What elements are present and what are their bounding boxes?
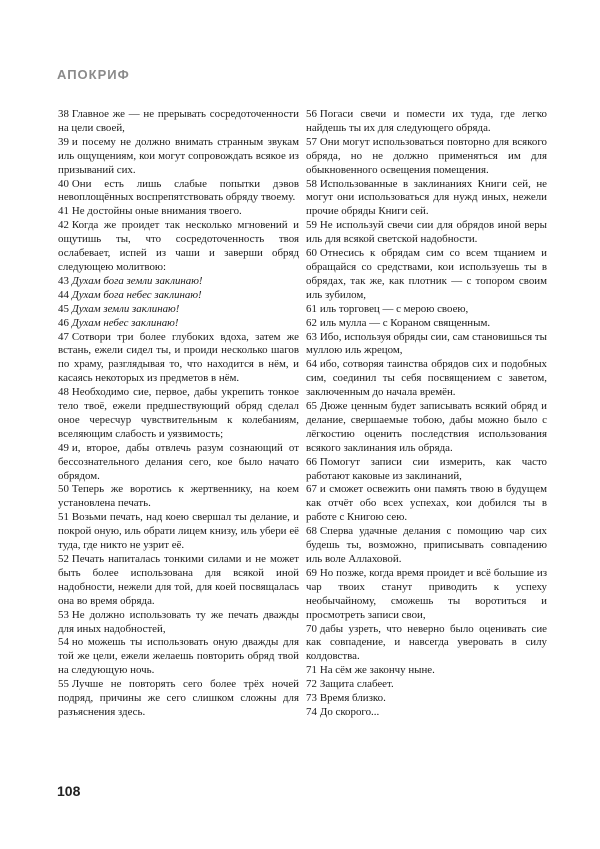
right-column: [306, 108, 547, 720]
page-number: 108: [57, 783, 81, 799]
verse: [58, 205, 299, 219]
verse: [306, 108, 547, 136]
verse-number: 43: [58, 274, 69, 287]
verse-number: 69: [306, 566, 317, 579]
verse-text: Но позже, когда время проидет и всё большие из чар твоих станут приводить к успеху необычайному, сможешь ты воротиться и просмотреть записи свои,: [306, 566, 547, 621]
verse-text: Когда же проидет так несколько мгновений и ощутишь ты, что сосредоточенность твоя ослабевает, испей из чаши и заверши обряд следующею молитвою:: [58, 219, 299, 273]
verse-text: иль торговец — с мерою своею,: [319, 302, 469, 315]
verse: [306, 303, 547, 317]
verse-text: На сём же закончу ныне.: [319, 664, 435, 677]
verse: [58, 511, 299, 553]
verse-number: 67: [306, 483, 317, 496]
verse: [306, 525, 547, 567]
verse: [306, 456, 547, 484]
verse: [58, 331, 299, 387]
verse-text: Теперь же воротись к жертвеннику, на коем установлена печать.: [58, 483, 299, 510]
verse-number: 41: [58, 205, 69, 218]
verse-text: Духам бога небес заклинаю!: [71, 288, 202, 301]
verse-number: 42: [58, 219, 69, 232]
verse-number: 50: [58, 483, 69, 496]
verse-number: 46: [58, 316, 69, 329]
verse-number: 73: [306, 692, 317, 705]
verse: [58, 289, 299, 303]
verse-text: Дюже ценным будет записывать всякий обряд и делание, свершаемые тобою, дабы можно было с лёгкостию оценить последствия использования всякого заклинания иль обряда.: [306, 400, 547, 454]
verse-text: Не используй свечи сии для обрядов иной веры иль для всякой светской надобности.: [306, 219, 547, 246]
verse-number: 54: [58, 636, 69, 649]
verse: [306, 692, 547, 706]
verse: [58, 386, 299, 442]
verse: [58, 219, 299, 275]
verse-number: 53: [58, 608, 69, 621]
verse-text: Необходимо сие, первое, дабы укрепить тонкое тело твоё, ежели предшествующий обряд сделал оное чересчур чувствительным к колебаниям, вселяющим слабость и уязвимость;: [58, 386, 299, 440]
verse-text: Возьми печать, над коею свершал ты делание, и покрой оную, иль обрати лицем книзу, иль убери её туда, где никто не узрит её.: [58, 511, 299, 552]
verse-text: иль мулла — с Кораном священным.: [319, 316, 491, 329]
verse-text: Отнесись к обрядам сим со всем тщанием и обращайся со средствами, кои используешь ты в обрядах, так же, как плотник — с топором своим иль зубилом,: [306, 247, 547, 301]
verse: [58, 442, 299, 484]
verse-number: 45: [58, 302, 69, 315]
verse-text: дабы узреть, что неверно было оценивать сие как совпадение, и навсегда уверовать в силу колдовства.: [306, 622, 547, 663]
verse: [58, 609, 299, 637]
verse-text: Они могут использоваться повторно для всякого обряда, но не должно применяться им для обыкновенного освещения помещения.: [306, 135, 547, 176]
verse-text: и, второе, дабы отвлечь разум сознающий от бессознательного делания сего, кое было начато обрядом.: [58, 441, 299, 482]
verse-number: 63: [306, 330, 317, 343]
verse: [306, 247, 547, 303]
verse: [306, 331, 547, 359]
verse: [306, 136, 547, 178]
verse: [58, 678, 299, 720]
verse-text: Помогут записи сии измерить, как часто работают каковые из заклинаний,: [306, 455, 547, 482]
verse-text: и посему не должно внимать странным звукам иль ощущениям, кои могут сопровождать всякое из призываний сих.: [58, 135, 299, 176]
verse-number: 59: [306, 219, 317, 232]
verse-text: Не должно использовать ту же печать дважды для иных надобностей,: [58, 608, 299, 635]
verse: [306, 678, 547, 692]
verse: [306, 178, 547, 220]
verse: [58, 108, 299, 136]
verse-text: Духам бога земли заклинаю!: [71, 274, 203, 287]
verse: [58, 483, 299, 511]
verse: [306, 706, 547, 720]
verse-text: и сможет освежить они память твою в будущем как отчёт обо всех успехах, кои добился ты в работе с Книгою сею.: [306, 483, 547, 524]
verse-text: Духам небес заклинаю!: [71, 316, 179, 329]
verse: [58, 553, 299, 609]
verse: [58, 317, 299, 331]
verse-text: До скорого...: [319, 705, 380, 718]
verse-number: 38: [58, 108, 69, 120]
verse-text: Сотвори три более глубоких вдоха, затем же встань, ежели сидел ты, и проиди несколько шагов по храму, разглядывая то, что находится в нём, и касаясь некоторых из предметов в нём.: [58, 330, 299, 385]
verse-text: Погаси свечи и помести их туда, где легко найдешь ты их для следующего обряда.: [306, 108, 547, 134]
verse: [306, 664, 547, 678]
verse-number: 72: [306, 678, 317, 691]
verse-text: Защита слабеет.: [319, 678, 394, 691]
verse: [306, 483, 547, 525]
verse-text: Сперва удачные делания с помощию чар сих будешь ты, возможно, приписывать совпадению иль воле Аллаховой.: [306, 525, 547, 565]
verse: [306, 400, 547, 456]
verse-text: ибо, сотворяя таинства обрядов сих и подобных сим, соединил ты себя посвящением с заветом, заключенным до начала времён.: [306, 358, 547, 399]
verse-number: 64: [306, 358, 317, 371]
verse-number: 68: [306, 525, 317, 538]
verse-text: Использованные в заклинаниях Книги сей, не могут они использоваться для нужд иных, нежели прочие обряды Книги сей.: [306, 177, 547, 218]
verse: [58, 636, 299, 678]
verse-number: 44: [58, 288, 69, 301]
verse-number: 65: [306, 400, 317, 413]
verse-number: 57: [306, 135, 317, 148]
verse: [306, 317, 547, 331]
verse-number: 58: [306, 177, 317, 190]
verse-number: 55: [58, 678, 69, 691]
verse: [306, 358, 547, 400]
verse-text: Не достойны оные внимания твоего.: [71, 205, 242, 218]
verse-number: 39: [58, 135, 69, 148]
verse: [58, 136, 299, 178]
verse-number: 60: [306, 247, 317, 260]
verse-text: Главное же — не прерывать сосредоточенности на цели своей,: [58, 108, 299, 134]
verse: [306, 219, 547, 247]
verse: [58, 275, 299, 289]
verse: [58, 303, 299, 317]
verse-number: 48: [58, 386, 69, 399]
verse-number: 62: [306, 316, 317, 329]
verse-number: 66: [306, 455, 317, 468]
verse-number: 71: [306, 664, 317, 677]
verse-text: Печать напиталась тонкими силами и не может быть более использована для всякой иной надобности, нежели для той, для коей посвящалась она во время обряда.: [58, 553, 299, 607]
verse-text: Они есть лишь слабые попытки дэвов невоплощённых воспрепятствовать обряду твоему.: [58, 177, 299, 204]
verse-number: 40: [58, 177, 69, 190]
verse-number: 74: [306, 705, 317, 718]
verse-text: но можешь ты использовать оную дважды для той же цели, ежели желаешь повторить обряд твой на следующую ночь.: [58, 636, 299, 677]
verse-text: Духам земли заклинаю!: [71, 302, 180, 315]
running-header: АПОКРИФ: [57, 67, 130, 82]
verse-number: 49: [58, 441, 69, 454]
verse-text: Лучше не повторять сего более трёх ночей подряд, причины же сего слишком сложны для разъяснения здесь.: [58, 678, 299, 718]
verse-text: Ибо, используя обряды сии, сам становишься ты муллою иль жрецом,: [306, 330, 547, 357]
verse: [58, 178, 299, 206]
verse-number: 70: [306, 622, 317, 635]
verse: [306, 623, 547, 665]
verse-number: 52: [58, 553, 69, 565]
left-column: [58, 108, 299, 720]
verse-text: Время близко.: [319, 692, 386, 705]
verse-number: 61: [306, 302, 317, 315]
verse-number: 56: [306, 108, 317, 120]
verse-number: 51: [58, 511, 69, 524]
verse: [306, 567, 547, 623]
verse-number: 47: [58, 330, 69, 343]
